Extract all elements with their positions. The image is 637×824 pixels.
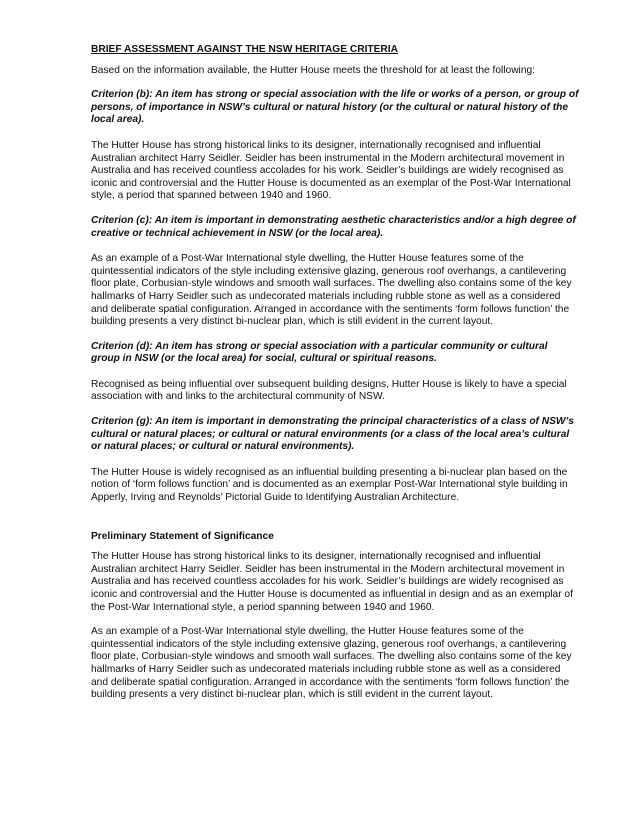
criterion-g-body: The Hutter House is widely recognised as an influential building presenting a bi-nuclear plan based on the notion of ‘form follows function’ and is documented as an exemplar Post-War International style building in Apperly, Irving and Reynolds’ Pictorial Guide to Identifying Australian Architecture. <box>91 466 568 504</box>
section-spacer <box>91 517 579 531</box>
significance-heading: Preliminary Statement of Significance <box>91 530 274 542</box>
criterion-d-body: Recognised as being influential over subsequent building designs, Hutter House is likely to have a special association with and links to the architectural community of NSW. <box>91 378 567 403</box>
criterion-d-heading: Criterion (d): An item has strong or special association with a particular community or cultural group in NSW (or the local area) for social, cultural or spiritual reasons. <box>91 340 548 365</box>
criterion-b-heading: Criterion (b): An item has strong or special association with the life or works of a person, or group of persons, of importance in NSW’s cultural or natural history (or the cultural or natural history of the local area). <box>91 89 579 126</box>
criterion-c-body: As an example of a Post-War International style dwelling, the Hutter House features some of the quintessential indicators of the style including extensive glazing, generous roof overhangs, a cantilevering floor plate, Corbusian-style windows and smooth wall surfaces. The dwelling also contains some of the key hallmarks of Harry Seidler such as undecorated materials including rubble stone as well as a considered and deliberate spatial configuration. Arranged in accordance with the sentiments ‘form follows function’ the building presents a very distinct bi-nuclear plan, which is still evident in the current layout. <box>91 253 572 328</box>
criterion-g-heading: Criterion (g): An item is important in demonstrating the principal characteristics of a class of NSW’s cultural or natural places; or cultural or natural environments (or a class of the local area’s cultural or natural places; or cultural or natural environments). <box>91 416 574 453</box>
document-title: BRIEF ASSESSMENT AGAINST THE NSW HERITAGE CRITERIA <box>91 44 398 55</box>
criterion-b-body: The Hutter House has strong historical links to its designer, internationally recognised and influential Australian architect Harry Seidler. Seidler has been instrumental in the Modern architectural movement in Australia and has received countless accolades for his work. Seidler’s buildings are widely recognised as iconic and controversial and the Hutter House is documented as an exemplar of the Post-War International style, a period that spanned between 1940 and 1960. <box>91 139 571 202</box>
significance-paragraph-1: The Hutter House has strong historical links to its designer, internationally recognised and influential Australian architect Harry Seidler. Seidler has been instrumental in the Modern architectural movement in Australia and has received countless accolades for his work. Seidler’s buildings are widely recognised as iconic and controversial and the Hutter House is documented as influential in design and as an exemplar of the Post-War International style, a period spanning between 1940 and 1960. <box>91 551 573 613</box>
significance-paragraph-2: As an example of a Post-War International style dwelling, the Hutter House features some of the quintessential indicators of the style including extensive glazing, generous roof overhangs, a cantilevering floor plate, Corbusian-style windows and smooth wall surfaces. The dwelling also contains some of the key hallmarks of Harry Seidler such as undecorated materials including rubble stone as well as a considered and deliberate spatial configuration. Arranged in accordance with the sentiments ‘form follows function’ the building presents a very distinct bi-nuclear plan, which is still evident in the current layout. <box>91 626 572 701</box>
intro-paragraph: Based on the information available, the Hutter House meets the threshold for at least the following: <box>91 64 535 76</box>
criterion-c-heading: Criterion (c): An item is important in demonstrating aesthetic characteristics and/or a high degree of creative or technical achievement in NSW (or the local area). <box>91 214 576 239</box>
document-page <box>91 44 579 714</box>
